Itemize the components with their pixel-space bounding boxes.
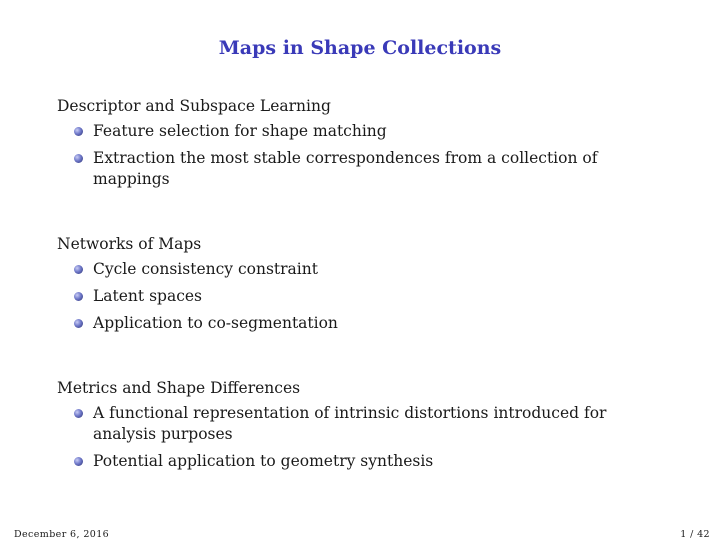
bullet-list (57, 403, 657, 472)
bullet-ball-icon (74, 409, 83, 418)
bullet-item (57, 451, 653, 472)
bullet-item (57, 286, 653, 307)
bullet-text: Extraction the most stable correspondences from a collection of mappings (93, 149, 598, 188)
bullet-text: Cycle consistency constraint (93, 260, 318, 278)
bullet-text: Potential application to geometry synthesis (93, 452, 434, 470)
section-descriptor-learning (57, 94, 657, 190)
bullet-list (57, 121, 657, 190)
bullet-ball-icon (74, 265, 83, 274)
content-sections (57, 94, 657, 514)
bullet-item (57, 403, 653, 445)
section-heading: Metrics and Shape Differences (57, 379, 301, 397)
bullet-ball-icon (74, 292, 83, 301)
bullet-text: Feature selection for shape matching (93, 122, 387, 140)
bullet-ball-icon (74, 457, 83, 466)
page-number: 1 / 42 (680, 529, 710, 540)
section-heading: Networks of Maps (57, 235, 202, 253)
bullet-text: A functional representation of intrinsic distortions introduced for analysis purposes (93, 404, 607, 443)
slide-title: Maps in Shape Collections (218, 37, 502, 59)
bullet-item (57, 313, 653, 334)
bullet-ball-icon (74, 319, 83, 328)
bullet-ball-icon (74, 127, 83, 136)
footer-date: December 6, 2016 (14, 529, 110, 540)
section-networks-of-maps (57, 232, 657, 334)
bullet-text: Latent spaces (93, 287, 202, 305)
section-metrics-shape-differences (57, 376, 657, 472)
section-heading: Descriptor and Subspace Learning (57, 97, 331, 115)
bullet-item (57, 121, 653, 142)
bullet-item (57, 259, 653, 280)
bullet-list (57, 259, 657, 334)
slide-footer (0, 529, 720, 541)
bullet-item (57, 148, 653, 190)
bullet-text: Application to co-segmentation (93, 314, 338, 332)
bullet-ball-icon (74, 154, 83, 163)
